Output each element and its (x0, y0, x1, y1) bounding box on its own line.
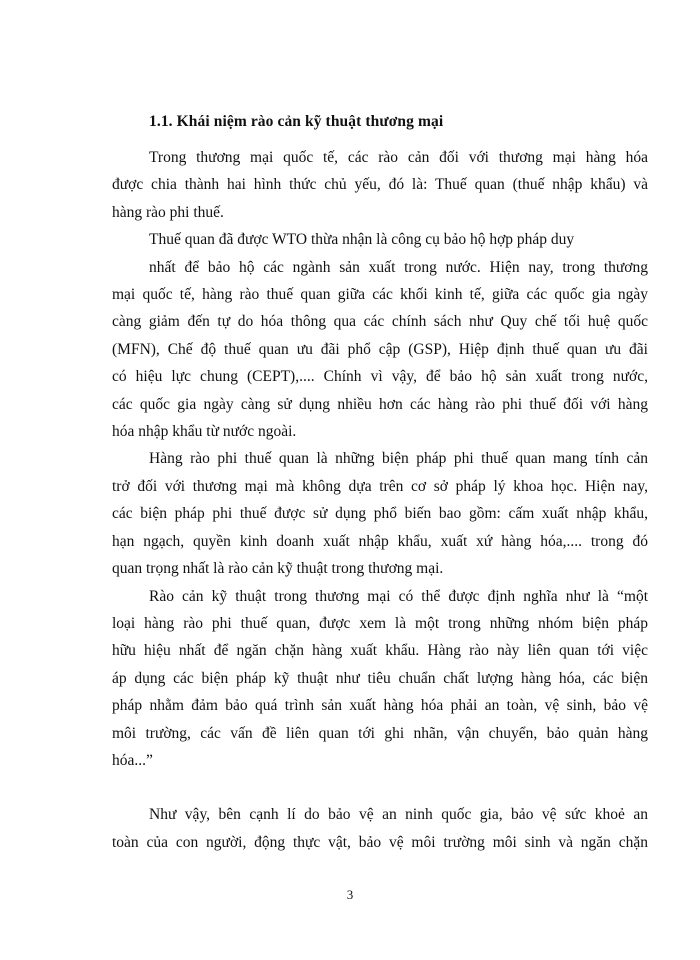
paragraph-5 (112, 801, 648, 856)
text-line: môi trường, các vấn đề liên quan tới ghi nhãn, vận chuyển, bảo quản hàng (112, 724, 648, 742)
text-line: hóa...” (112, 751, 153, 769)
paragraph-2 (112, 226, 648, 445)
text-line: áp dụng các biện pháp kỹ thuật như tiêu chuẩn chất lượng hàng hóa, các biện (112, 669, 648, 687)
page-content (112, 112, 648, 856)
text-line: toàn của con người, động thực vật, bảo vệ môi trường môi sinh và ngăn chặn (112, 833, 648, 851)
paragraph-3 (112, 445, 648, 582)
text-line: pháp nhằm đảm bảo quá trình sản xuất hàng hóa phải an toàn, vệ sinh, bảo vệ (112, 697, 648, 715)
text-line: loại hàng rào phi thuế quan, được xem là một trong những nhóm biện pháp (112, 614, 648, 632)
text-line: các quốc gia ngày càng sử dụng nhiều hơn các hàng rào phi thuế đối với hàng (112, 395, 648, 413)
text-line: Trong thương mại quốc tế, các rào cản đối với thương mại hàng hóa (149, 149, 648, 166)
text-line: hàng rào phi thuế. (112, 203, 224, 221)
paragraph-4 (112, 583, 648, 775)
text-line: Thuế quan đã được WTO thừa nhận là công cụ bảo hộ hợp pháp duy (149, 231, 575, 249)
paragraph-gap (112, 774, 648, 801)
text-line: các biện pháp phi thuế được sử dụng phổ biến bao gồm: cấm xuất nhập khẩu, (112, 505, 648, 523)
text-line: hóa nhập khẩu từ nước ngoài. (112, 423, 297, 441)
text-line: quan trọng nhất là rào cản kỹ thuật trong thương mại. (112, 560, 444, 578)
text-line: mại quốc tế, hàng rào thuế quan giữa các khối kinh tế, giữa các quốc gia ngày (112, 286, 648, 304)
text-line: Hàng rào phi thuế quan là những biện pháp phi thuế quan mang tính cản (149, 450, 648, 468)
section-heading: 1.1. Khái niệm rào cản kỹ thuật thương mại (149, 113, 444, 130)
text-line: hữu hiệu nhất để ngăn chặn hàng xuất khẩu. Hàng rào này liên quan tới việc (112, 642, 648, 660)
text-line: càng giảm đến tự do hóa thông qua các chính sách như Quy chế tối huệ quốc (112, 313, 648, 331)
page-number: 3 (346, 887, 354, 902)
text-line: có hiệu lực chung (CEPT),.... Chính vì vậy, để bảo hộ sản xuất trong nước, (112, 368, 648, 386)
text-line: Như vậy, bên cạnh lí do bảo vệ an ninh quốc gia, bảo vệ sức khoẻ an (149, 806, 648, 824)
text-line: được chia thành hai hình thức chủ yếu, đó là: Thuế quan (thuế nhập khẩu) và (112, 176, 648, 194)
text-line: (MFN), Chế độ thuế quan ưu đãi phổ cập (GSP), Hiệp định thuế quan ưu đãi (112, 340, 648, 358)
text-line: trở đối với thương mại mà không dựa trên cơ sở pháp lý khoa học. Hiện nay, (112, 477, 648, 495)
paragraph-1 (112, 144, 648, 226)
text-line: nhất để bảo hộ các ngành sản xuất trong nước. Hiện nay, trong thương (149, 258, 648, 276)
text-line: Rào cản kỹ thuật trong thương mại có thể được định nghĩa như là “một (149, 587, 648, 605)
text-line: hạn ngạch, quyền kinh doanh xuất nhập khẩu, xuất xứ hàng hóa,.... trong đó (112, 532, 648, 550)
